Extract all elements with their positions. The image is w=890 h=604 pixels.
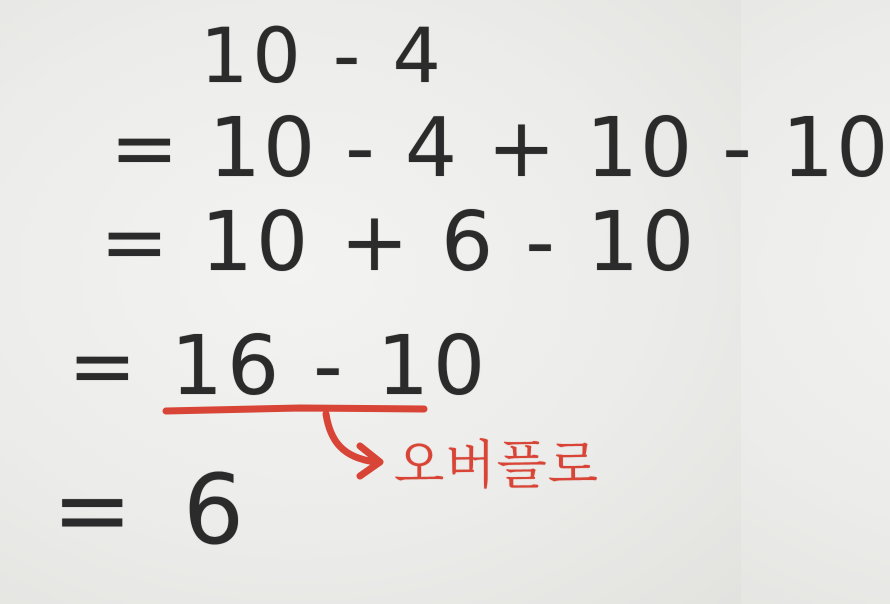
red-arrow-head xyxy=(360,446,380,476)
expression-line-1: 10 - 4 xyxy=(200,11,445,100)
red-arrow-curve xyxy=(326,414,376,462)
expression-line-3: = 10 + 6 - 10 xyxy=(100,195,698,290)
expression-line-2: = 10 - 4 + 10 - 10 xyxy=(110,101,890,196)
expression-line-4: = 16 - 10 xyxy=(68,319,490,414)
expression-result: = 6 xyxy=(52,454,255,566)
overflow-label: 오버플로 xyxy=(394,436,599,496)
